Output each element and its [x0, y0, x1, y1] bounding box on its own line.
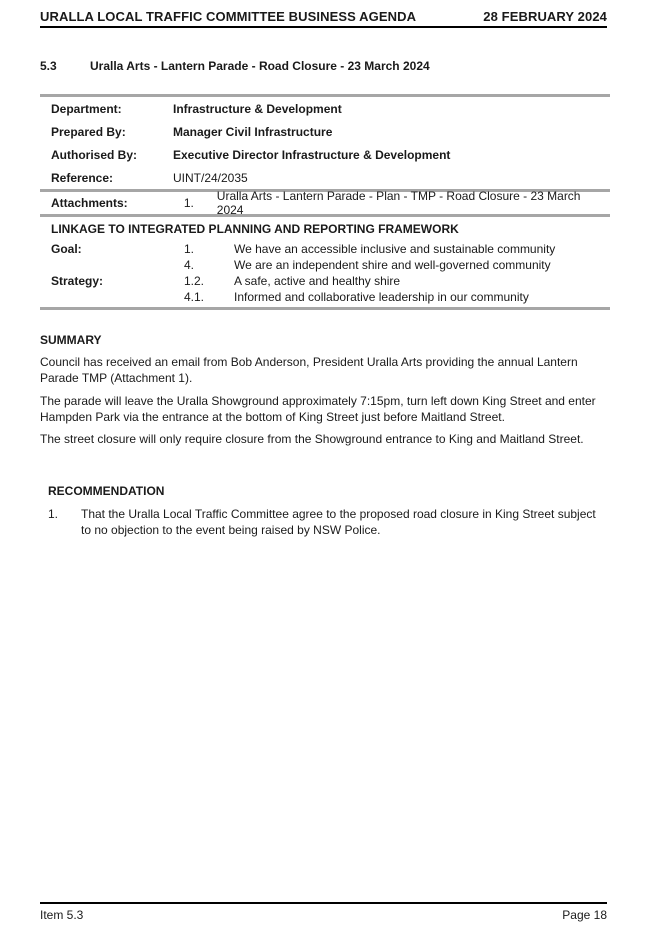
strategy-number: 1.2. [184, 274, 205, 288]
footer-page-number: Page 18 [562, 908, 607, 922]
authorised-by-value: Executive Director Infrastructure & Development [173, 147, 451, 162]
summary-paragraph: The street closure will only require closure from the Showground entrance to King and Maitland Street. [40, 432, 584, 446]
table-rule [40, 307, 610, 310]
strategy-row [40, 289, 610, 305]
item-title: Uralla Arts - Lantern Parade - Road Closure - 23 March 2024 [90, 59, 430, 73]
page-header [40, 8, 607, 28]
reference-value: UINT/24/2035 [173, 170, 248, 185]
attachments-label: Attachments: [51, 196, 128, 210]
linkage-heading: LINKAGE TO INTEGRATED PLANNING AND REPORTING FRAMEWORK [51, 222, 459, 236]
recommendation-text: That the Uralla Local Traffic Committee agree to the proposed road closure in King Street subject to no objection to the event being raised by NSW Police. [81, 507, 596, 537]
reference-row [40, 166, 610, 189]
summary-paragraph: The parade will leave the Uralla Showground approximately 7:15pm, turn left down King Street and enter Hampden Park via the entrance at the bottom of King Street just before Maitland Street. [40, 394, 596, 424]
item-number: 5.3 [40, 59, 57, 73]
report-details-table [40, 94, 610, 310]
goal-label: Goal: [51, 242, 82, 256]
prepared-by-row [40, 120, 610, 143]
authorised-by-row [40, 143, 610, 166]
prepared-by-value: Manager Civil Infrastructure [173, 124, 333, 139]
prepared-by-label: Prepared By: [51, 124, 126, 139]
department-value: Infrastructure & Development [173, 101, 342, 116]
attachment-link[interactable]: Uralla Arts - Lantern Parade - Plan - TMP - Road Closure - 23 March 2024 [216, 189, 581, 217]
authorised-by-label: Authorised By: [51, 147, 138, 162]
page-footer [40, 902, 607, 922]
goal-text: We are an independent shire and well-governed community [234, 258, 551, 272]
strategy-text: Informed and collaborative leadership in our community [234, 290, 529, 304]
footer-item: Item 5.3 [40, 908, 84, 922]
department-label: Department: [51, 101, 122, 116]
strategy-text: A safe, active and healthy shire [234, 274, 401, 288]
strategy-number: 4.1. [184, 290, 205, 304]
goal-row [40, 241, 610, 257]
reference-label: Reference: [51, 170, 114, 185]
recommendation-item [48, 506, 608, 538]
attachment-number: 1. [183, 196, 194, 210]
summary-heading: SUMMARY [40, 333, 102, 347]
agenda-date: 28 FEBRUARY 2024 [483, 9, 607, 24]
summary-paragraph: Council has received an email from Bob Anderson, President Uralla Arts providing the annual Lantern Parade TMP (Attachment 1). [40, 355, 578, 385]
goal-row [40, 257, 610, 273]
recommendation-number: 1. [48, 507, 59, 521]
department-row [40, 97, 610, 120]
goal-text: We have an accessible inclusive and sustainable community [234, 242, 556, 256]
attachments-row [40, 189, 610, 217]
goal-number: 4. [184, 258, 195, 272]
strategy-row [40, 273, 610, 289]
item-heading [40, 59, 430, 73]
agenda-title: URALLA LOCAL TRAFFIC COMMITTEE BUSINESS AGENDA [40, 9, 417, 24]
strategy-label: Strategy: [51, 274, 104, 288]
goal-number: 1. [184, 242, 195, 256]
recommendation-heading: RECOMMENDATION [48, 484, 165, 498]
